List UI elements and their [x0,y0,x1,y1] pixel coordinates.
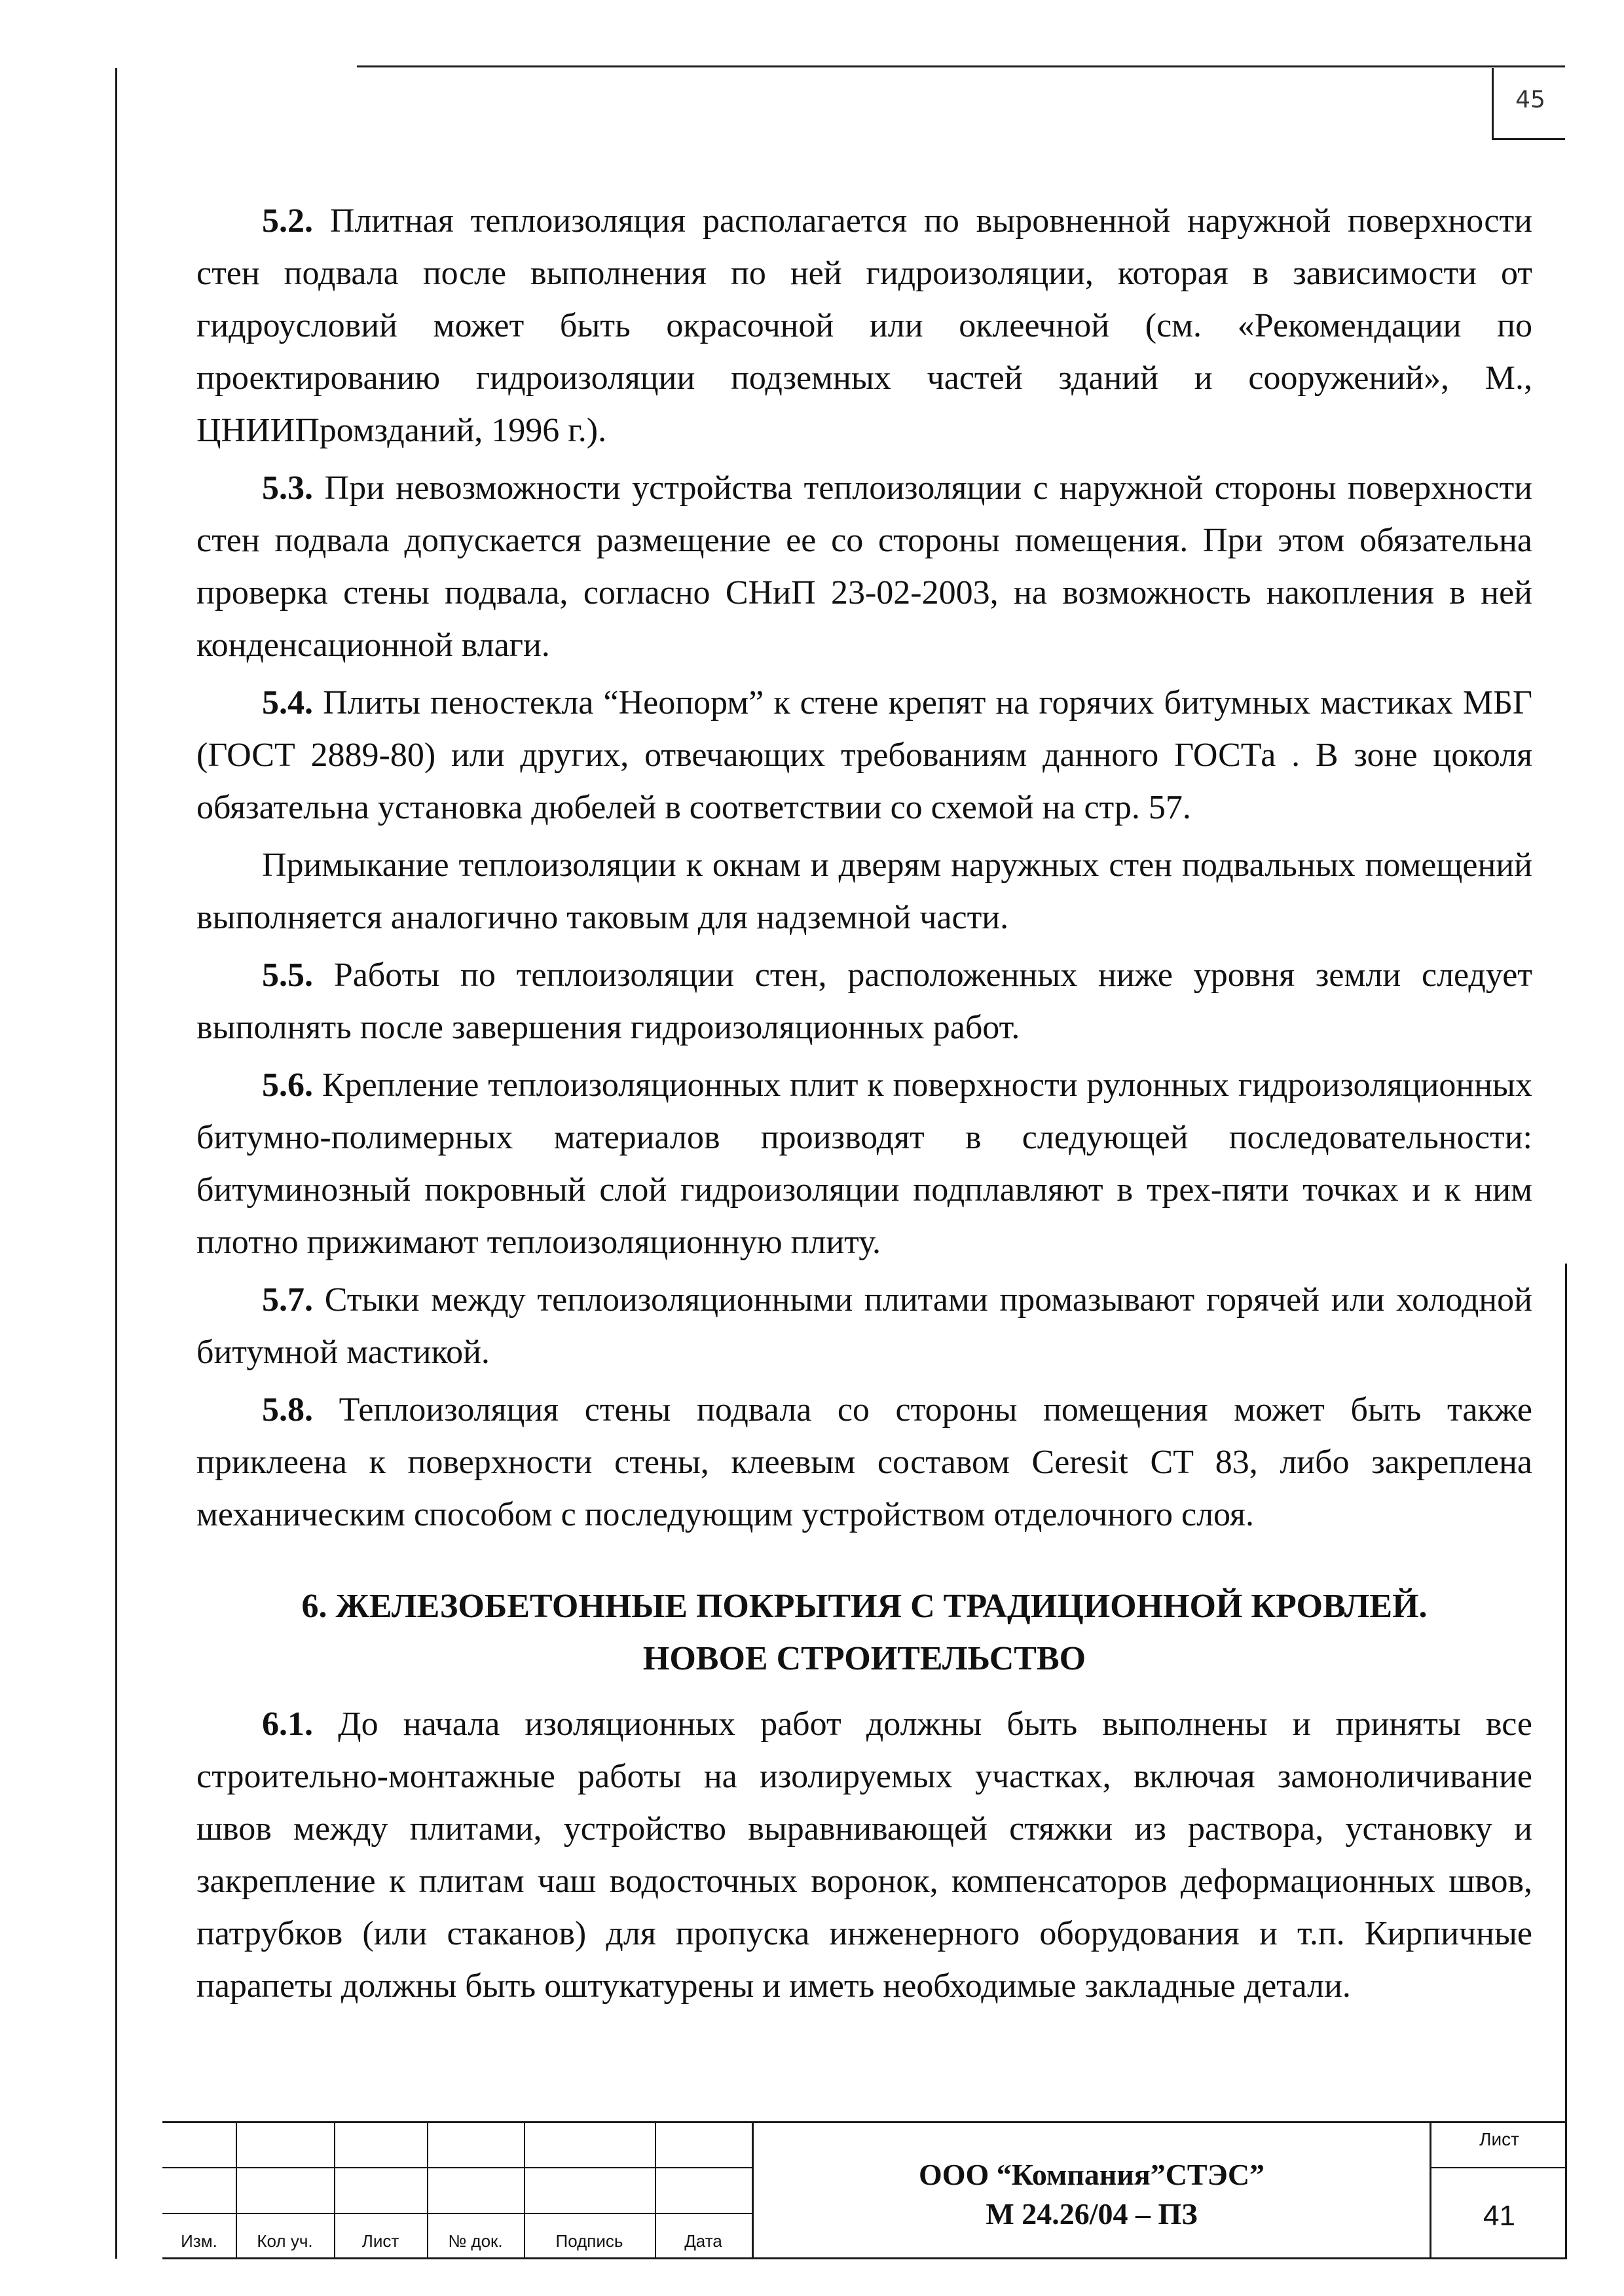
col-label-kol-uch: Кол уч. [257,2231,313,2251]
paragraph-number: 5.7. [262,1281,313,1319]
company-name: ООО “Компания”СТЭС” [918,2158,1265,2191]
paragraph-text: До начала изоляционных работ должны быть выполнены и приняты все строительно-монтажные работы на изолируемых участках, включая замоноличивание швов между плитами, устройство выравнивающей стяжки из раствора, установку и закрепление к плитам чаш водосточных воронок, компенсаторов деформационных швов, патрубков (или стаканов) для пропуска инженерного оборудования и т.п. Кирпичные парапеты должны быть оштукатурены и иметь необходимые закладные детали. [196,1705,1532,2005]
paragraph-number: 5.5. [262,957,313,994]
tb-sheet-line-1 [1430,2167,1567,2168]
page-number: 45 [1515,86,1545,113]
paragraph-number: 6.1. [262,1705,313,1743]
paragraph-5-5 [196,949,1532,1054]
paragraph-adjoining [196,839,1532,944]
col-label-doc-no: № док. [448,2231,503,2251]
tb-bottom-line [162,2257,1567,2259]
paragraph-number: 5.4. [262,684,313,721]
paragraph-5-2 [196,195,1532,457]
page-number-box [1492,68,1565,140]
title-block [162,2121,1583,2259]
section-heading [196,1580,1532,1685]
paragraph-text: Стыки между теплоизоляционными плитами промазывают горячей или холодной битумной мастикой. [196,1281,1532,1371]
section-heading-line1: 6. ЖЕЛЕЗОБЕТОННЫЕ ПОКРЫТИЯ С ТРАДИЦИОННОЙ КРОВЛЕЙ. [301,1588,1428,1625]
paragraph-5-3 [196,462,1532,672]
section-heading-line2: НОВОЕ СТРОИТЕЛЬСТВО [642,1640,1086,1677]
col-label-izm: Изм. [181,2231,217,2251]
paragraph-number: 5.6. [262,1066,313,1104]
tb-top-line [162,2121,1567,2123]
paragraph-5-6 [196,1059,1532,1269]
paragraph-5-4 [196,677,1532,834]
col-label-list: Лист [361,2231,399,2251]
paragraph-number: 5.8. [262,1391,313,1429]
col-label-signature: Подпись [555,2231,623,2251]
right-frame-line [1565,1264,1567,2259]
paragraph-5-8 [196,1384,1532,1541]
paragraph-number: 5.2. [262,202,313,240]
company-and-code [754,2155,1430,2234]
paragraph-text: Плитная теплоизоляция располагается по выровненной наружной поверхности стен подвала после выполнения по ней гидроизоляции, которая в зависимости от гидроусловий может быть окрасочной или оклеечной (см. «Рекомендации по проектированию гидроизоляции подземных частей зданий и сооружений», М., ЦНИИПромзданий, 1996 г.). [196,202,1532,449]
paragraph-text: Теплоизоляция стены подвала со стороны помещения может быть также приклеена к поверхности стены, клеевым составом Ceresit CT 83, либо закреплена механическим способом с последующим устройством отделочного слоя. [196,1391,1532,1533]
paragraph-text: Плиты пеностекла “Неопорм” к стене крепят на горячих битумных мастиках МБГ (ГОСТ 2889-80) или других, отвечающих требованиям данного ГОСТа . В зоне цоколя обязательна установка дюбелей в соответствии со схемой на стр. 57. [196,684,1532,826]
document-code: М 24.26/04 – ПЗ [986,2197,1198,2231]
top-frame-line [357,65,1565,67]
paragraph-6-1 [196,1698,1532,2013]
body-text [196,190,1532,2013]
paragraph-text: Работы по теплоизоляции стен, расположенных ниже уровня земли следует выполнять после завершения гидроизоляционных работ. [196,957,1532,1046]
paragraph-text: Примыкание теплоизоляции к окнам и дверям наружных стен подвальных помещений выполняется аналогично таковым для надземной части. [196,847,1532,936]
sheet-number: 41 [1483,2200,1515,2232]
left-frame-line [115,68,117,2259]
paragraph-5-7 [196,1274,1532,1379]
paragraph-number: 5.3. [262,469,313,507]
tb-row-line-1 [162,2167,752,2168]
col-label-date: Дата [684,2231,722,2251]
paragraph-text: При невозможности устройства теплоизоляции с наружной стороны поверхности стен подвала допускается размещение ее со стороны помещения. При этом обязательна проверка стены подвала, согласно СНиП 23-02-2003, на возможность накопления в ней конденсационной влаги. [196,469,1532,664]
tb-row-line-2 [162,2213,752,2214]
paragraph-text: Крепление теплоизоляционных плит к поверхности рулонных гидроизоляционных битумно-полимерных материалов производят в следующей последовательности: битуминозный покровный слой гидроизоляции подплавляют в трех-пяти точках и к ним плотно прижимают теплоизоляционную плиту. [196,1066,1532,1261]
sheet-label: Лист [1479,2129,1519,2149]
